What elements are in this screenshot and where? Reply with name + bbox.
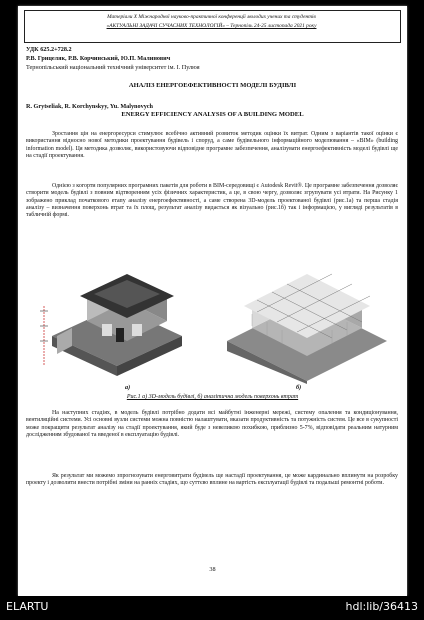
repository-name: ELARTU [6,600,49,613]
building-3d-model [40,274,182,376]
paragraph-1: Зростання цін на енергоресурси стимулює всебічно активний розвиток методик оцінки їх витрат. Одним з варіантів такої оцінки є використання відносно нової методики проектування будівель і споруд, а саме будівельного інформаційного моделювання – «BIM» (building information model). Ця методика дозволяє, використовуючи відповідне програмне забезпечення, аналізувати енергоефективність моделі будівлі ще на стадії проектування. [26,131,398,159]
figure-building-models [32,266,392,384]
paragraph-3: На наступних стадіях, в модель будівлі потрібно додати всі майбутні інженерні мережі, систему опалення та кондиціонування, вентиляційні системи. Усі основні вузли системи можна повністю налаштувати, вказати продуктивність та потужність систем. Це все в сукупності може покращити результат аналізу на стадії проектування, який буде з невеликою похибкою, приблизно 5-7%, відповідати реальним натурним дослідженням збудованої та введеної в експлуатацію будівлі. [26,410,398,438]
conference-header-line1: Матеріали Х Міжнародної науково-практичної конференції молодих учених та студентів [107,14,316,20]
udc-code: УДК 625.2+728.2 [26,46,72,53]
authors-en: R. Grytseliak, R. Korchynskyy, Yu. Malynovych [26,103,153,110]
page-number: 38 [209,566,216,573]
paragraph-4: Як результат ми можемо зпрогнозувати енерговитрати будівель ще настадії проектування, це може кардинально вплинути на розробку проекту і дозволити внести потрібні зміни на ранніх стадіях, що суттєво вплине на вартість експлуатації будівлі та подальші ремонтні роботи. [26,473,398,487]
conference-header-line2: «АКТУАЛЬНІ ЗАДАЧІ СУЧАСНИХ ТЕХНОЛОГІЙ» – Тернопіль 24-25 листопада 2021 року [106,23,317,29]
document-page [18,6,407,596]
title-en: ENERGY EFFICIENCY ANALYSIS OF A BUILDING MODEL [121,111,304,118]
title-ua: АНАЛІЗ ЕНЕРГОЕФЕКТИВНОСТІ МОДЕЛІ БУДІВЛІ [128,82,297,89]
figure-caption: Рис.1 а) 3D-модель будівлі, б) аналітична модель поверхонь втрат [126,394,299,400]
figure-label-b: б) [296,384,302,391]
viewer-footer [0,596,424,620]
handle-id: hdl:lib/36413 [345,600,418,613]
figure-label-a: а) [125,384,131,391]
paragraph-2: Однією з когорти популярних програмних пакетів для роботи в BIM-середовищі є Autodesk Revit®. Це програмне забезпечення дозволяє створити модель будівлі з повним відтворенням усіх фізичних характеристик, а це, в свою чергу, дозволяє згрупувати усі втрати. На Рисунку 1 зображено приклад початкового етапу аналізу енергоефективності, а саме створена 3D-модель проектованої будівлі (рис.1а) та перша стадія аналізу – визначення поверхонь втрат та їх площ, результат аналізу видається як візуально (рис.1б) так і інформацією, у вигляді результатів в табличній формі. [26,183,398,218]
affiliation: Тернопільський національний технічний університет ім. І. Пулюя [26,64,200,71]
authors-ua: Р.В. Грицеляк, Р.В. Корчинський, Ю.П. Малинович [26,55,171,62]
building-analytic-model [227,274,387,384]
